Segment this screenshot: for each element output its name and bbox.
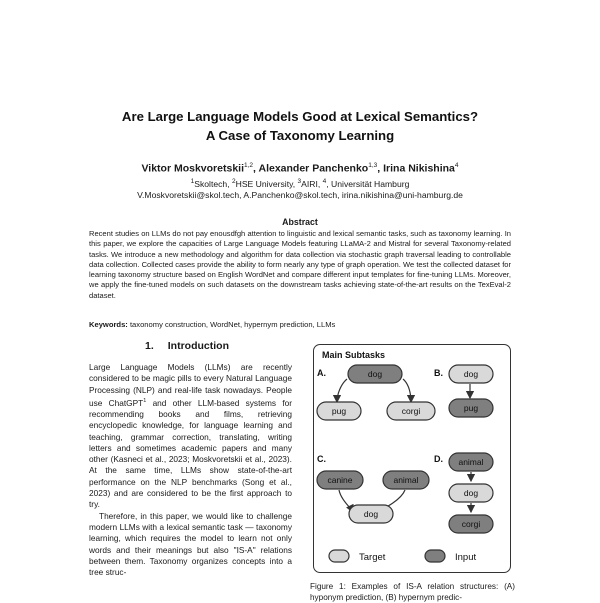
node-label: pug (463, 403, 479, 413)
aff-sup: 2 (231, 178, 236, 185)
node-label: dog (463, 369, 479, 379)
aff-sup: 1 (190, 178, 195, 185)
node-label: animal (393, 475, 419, 485)
paper-title (0, 107, 600, 145)
legend-input (425, 550, 476, 563)
title-line-1: Are Large Language Models Good at Lexical Semantics? (121, 109, 479, 124)
figure-caption: Figure 1: Examples of IS-A relation structures: (A) hyponym prediction, (B) hypernym predic- (310, 582, 515, 602)
panel-d-label: D. (434, 454, 443, 464)
panel-b-node-dog (449, 365, 493, 383)
panel-d-node-corgi (449, 515, 493, 533)
figure-1-diagram (313, 344, 511, 573)
affiliations (0, 176, 600, 202)
panel-b-node-pug (449, 399, 493, 417)
panel-a-edge-right (403, 379, 411, 402)
author-affiliation-sup: 1,3 (368, 162, 378, 169)
aff-sup: 3 (297, 178, 302, 185)
keywords (89, 320, 335, 329)
abstract-body: Recent studies on LLMs do not pay enousdfgh attention to linguistic and lexical semantic tasks, such as taxonomy learning. In this paper, we explore the capacities of Large Language Models featuring LLaMA-2 and Mistral for several Taxonomy-related tasks. We introduce a new methodology and algorithm for data collection via stochastic graph traversal leading to controllable data collection. Collected cases provide the ability to form nearly any type of graph operation. We test the collected dataset for learning taxonomy structure based on English WordNet and compare different input templates for fine-tuning LLMs. Moreover, we apply the fine-tuned models on such datasets on the downstream tasks achieving state-of-the-art results on the TexEval-2 dataset. (89, 229, 511, 300)
node-label: dog (363, 509, 379, 519)
keywords-label: Keywords: (89, 320, 128, 329)
panel-c-label: C. (317, 454, 326, 464)
abstract-heading: Abstract (282, 217, 318, 227)
panel-c-node-dog (349, 505, 393, 523)
title-line-2: A Case of Taxonomy Learning (205, 128, 395, 143)
node-label: corgi (401, 406, 421, 416)
node-label: dog (367, 369, 383, 379)
keywords-text: taxonomy construction, WordNet, hypernym prediction, LLMs (127, 320, 336, 329)
panel-a-node-corgi (387, 402, 435, 420)
legend-target-label: Target (359, 552, 386, 563)
panel-d-node-dog (449, 484, 493, 502)
aff-sup: 4 (322, 178, 327, 185)
panel-a-node-dog (348, 365, 402, 383)
aff-text: HSE University, (235, 178, 298, 189)
legend-input-label: Input (455, 552, 477, 563)
author-name: Alexander Panchenko (258, 162, 369, 175)
panel-a-node-pug (317, 402, 361, 420)
panel-c-node-animal (383, 471, 429, 489)
author-name: Irina Nikishina (383, 162, 455, 175)
footnote-marker[interactable]: 1 (143, 397, 147, 404)
author-name: Viktor Moskvoretskii (141, 162, 244, 175)
node-label: corgi (461, 519, 481, 529)
intro-paragraph-1 (89, 362, 292, 511)
panel-a-edge-left (337, 379, 347, 402)
intro-column (89, 362, 292, 578)
intro-paragraph-2: Therefore, in this paper, we would like to challenge modern LLMs with a lexical semantic task — taxonomy learning, which requires the model to learn not only words and their meanings but also "IS-A" relations between them. Taxonomy organizes concepts into a tree struc- (89, 510, 292, 578)
author-affiliation-sup: 4 (454, 162, 459, 169)
node-label: canine (327, 475, 353, 485)
section-number: 1. (145, 340, 154, 352)
intro-p1-start: Large Language Models (LLMs) are recently considered to be magic pills to every Natural Language Processing (NLP) and real-life task nowadays. People use ChatGPT (89, 362, 292, 408)
panel-a-label: A. (317, 368, 326, 378)
author-affiliation-sup: 1,2 (244, 162, 254, 169)
legend-target (329, 550, 386, 563)
affiliation-line (0, 176, 600, 190)
node-label: animal (458, 457, 484, 467)
figure-heading: Main Subtasks (322, 350, 386, 360)
panel-b-label: B. (434, 368, 443, 378)
section-heading (145, 340, 229, 352)
aff-text: Skoltech, (194, 178, 232, 189)
aff-text: AIRI, (301, 178, 323, 189)
node-label: pug (331, 406, 347, 416)
node-label: dog (463, 488, 479, 498)
panel-d-node-animal (449, 453, 493, 471)
author-emails: V.Moskvoretskii@skol.tech, A.Panchenko@skol.tech, irina.nikishina@uni-hamburg.de (137, 190, 463, 201)
panel-c-node-canine (317, 471, 363, 489)
author-list: Viktor Moskvoretskii$^{1,2}$, Alexander Panchenko$^{1,3}$, Irina Nikishina$^4$ (141, 162, 459, 175)
intro-p1-end: and other LLM-based systems for recommending books and films, retrieving encyclopedic knowledge, for language learning and teaching, grammar correction, translating, writing letters and sometimes academic papers and many other (Kasneci et al., 2023; Moskvoretskii et al., 2023). At the same time, LLMs show state-of-the-art performance on the NLP benchmarks (Song et al., 2023) and are considered to be the first approach to try. (89, 397, 292, 510)
section-title: Introduction (167, 340, 230, 352)
aff-text: , Universität Hamburg (326, 178, 410, 189)
